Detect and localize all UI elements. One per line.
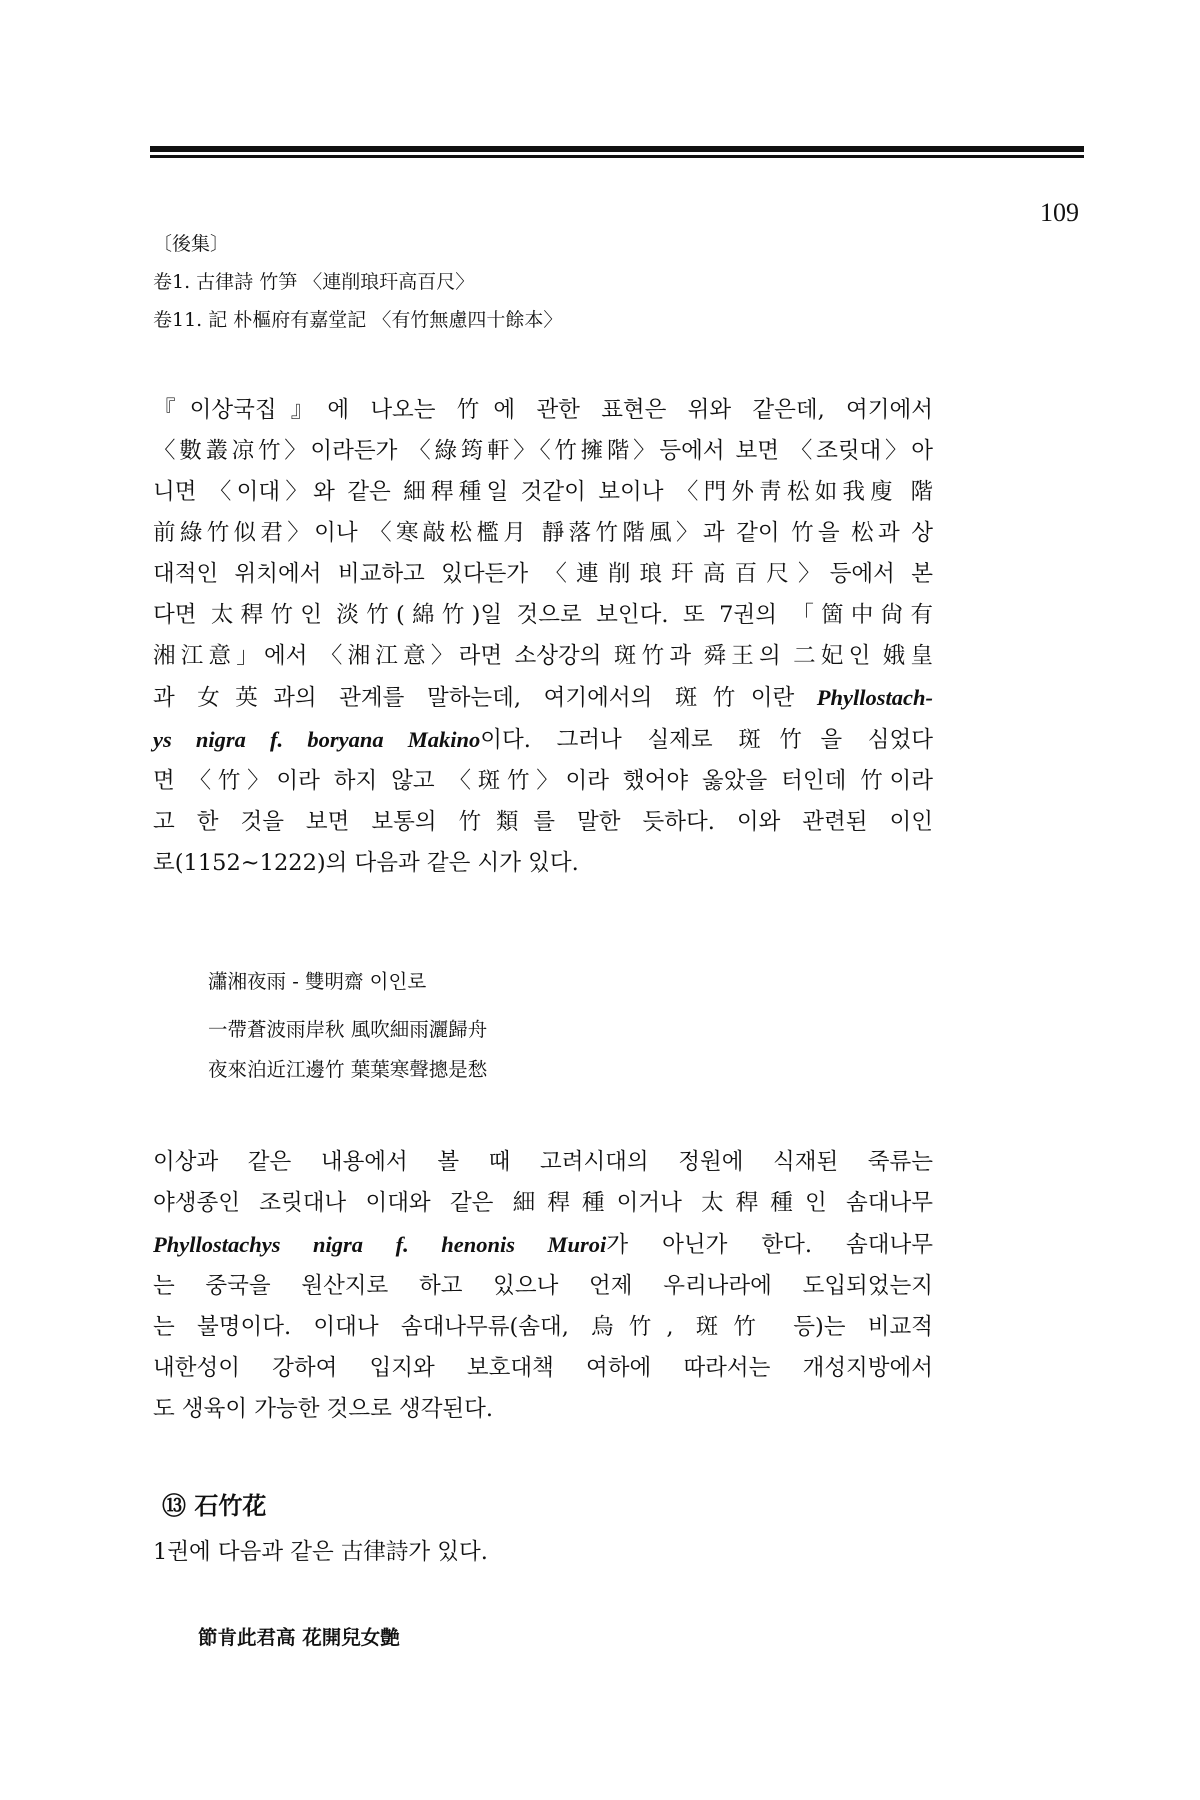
text-line: 로(1152~1222)의 다음과 같은 시가 있다.	[153, 850, 579, 876]
text-line: 는 불명이다. 이대나 솜대나무류(솜대, 烏竹, 斑竹 등)는 비교적	[153, 1314, 933, 1340]
text-line: ys nigra f. boryana Makino이다. 그러나 실제로 斑竹을 심었다	[153, 727, 933, 753]
text-line: 대적인 위치에서 비교하고 있다든가 〈連削琅玕高百尺〉등에서 본	[153, 561, 933, 587]
paragraph-1	[153, 390, 933, 884]
reference-item: 卷11. 記 朴樞府有嘉堂記 〈有竹無慮四十餘本〉	[153, 309, 563, 331]
header-rule-thick	[150, 146, 1084, 152]
verse-line: 節肯此君高 花開兒女艶	[198, 1626, 400, 1649]
text-line: 고 한 것을 보면 보통의 竹類를 말한 듯하다. 이와 관련된 이인	[153, 809, 933, 835]
text-line: 도 생육이 가능한 것으로 생각된다.	[153, 1396, 494, 1422]
scientific-name: Phyllostachys nigra f. henonis Muroi	[153, 1232, 607, 1257]
text-line: 〈數叢凉竹〉이라든가 〈綠筠軒〉〈竹擁階〉등에서 보면 〈조릿대〉아	[153, 438, 933, 464]
text-line: 『이상국집』에 나오는 竹에 관한 표현은 위와 같은데, 여기에서	[153, 397, 933, 423]
text-line: 내한성이 강하여 입지와 보호대책 여하에 따라서는 개성지방에서	[153, 1355, 933, 1381]
poem-line: 夜來泊近江邊竹 葉葉寒聲摠是愁	[208, 1058, 488, 1081]
header-rule-thin	[150, 155, 1084, 158]
text-line: 다면 太稈竹인 淡竹(綿竹)일 것으로 보인다. 또 7권의 「箇中尙有	[153, 602, 933, 628]
text-line: 湘江意」에서 〈湘江意〉라면 소상강의 斑竹과 舜王의 二妃인 娥皇	[153, 643, 933, 669]
poem-title: 瀟湘夜雨 - 雙明齋 이인로	[208, 970, 427, 993]
reference-item: 卷1. 古律詩 竹笋 〈連削琅玕高百尺〉	[153, 271, 475, 293]
text-line: Phyllostachys nigra f. henonis Muroi가 아닌가 한다. 솜대나무	[153, 1232, 933, 1258]
text-line: 면 〈竹〉이라 하지 않고 〈斑竹〉이라 했어야 옳았을 터인데 竹이라	[153, 768, 933, 794]
scientific-name: Phyllostach-	[816, 685, 933, 710]
poem-line: 一帶蒼波雨岸秋 風吹細雨灑歸舟	[208, 1018, 488, 1041]
poem-block	[208, 962, 808, 1090]
text-line: 니면 〈이대〉와 같은 細稈種일 것같이 보이나 〈門外靑松如我廋 階	[153, 479, 933, 505]
page-number: 109	[1040, 198, 1079, 227]
section-heading: ⑬ 石竹花	[162, 1491, 267, 1520]
text-line: 이상과 같은 내용에서 볼 때 고려시대의 정원에 식재된 죽류는	[153, 1149, 933, 1175]
text-line: 과 女英과의 관계를 말하는데, 여기에서의 斑竹이란 Phyllostach-	[153, 685, 933, 711]
section-intro: 1권에 다음과 같은 古律詩가 있다.	[153, 1539, 488, 1565]
text-line: 야생종인 조릿대나 이대와 같은 細稈種이거나 太稈種인 솜대나무	[153, 1190, 933, 1216]
reference-list	[153, 225, 933, 339]
scientific-name: ys nigra f. boryana Makino	[153, 727, 481, 752]
reference-heading: 〔後集〕	[153, 233, 230, 255]
paragraph-2	[153, 1142, 933, 1430]
text-line: 前綠竹似君〉이나 〈寒敲松檻月 靜落竹階風〉과 같이 竹을 松과 상	[153, 520, 933, 546]
text-line: 는 중국을 원산지로 하고 있으나 언제 우리나라에 도입되었는지	[153, 1273, 933, 1299]
